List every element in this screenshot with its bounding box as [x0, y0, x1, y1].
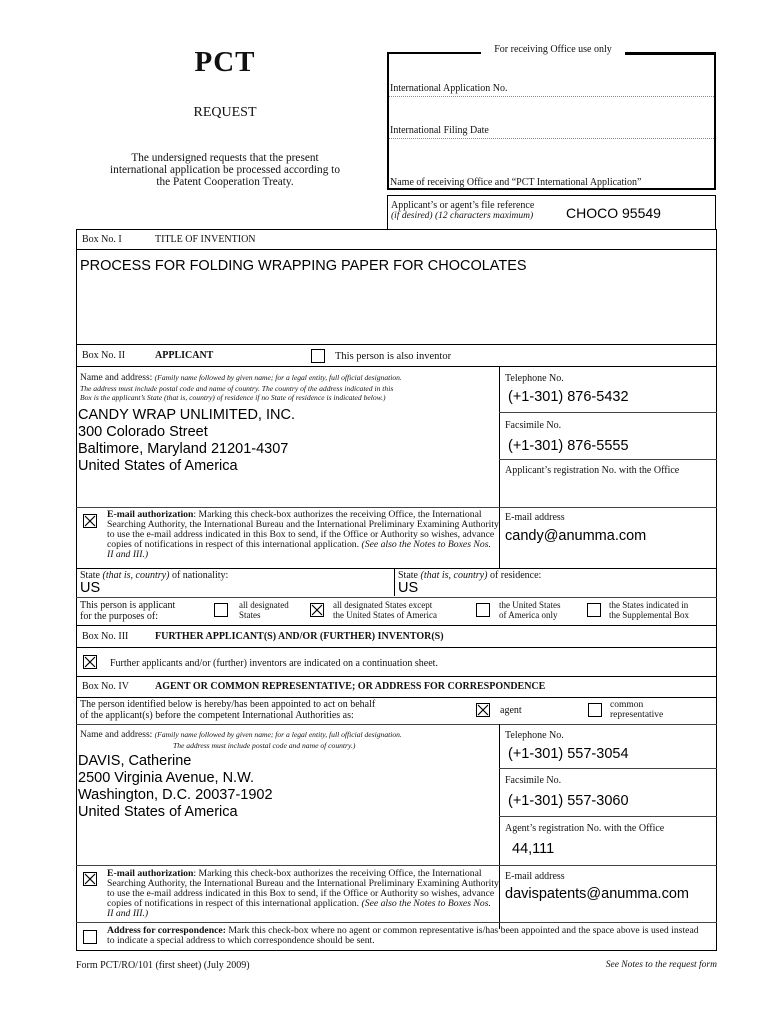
applicant-name-hint-2: The address must include postal code and name of country. The country of the address indicated in this	[80, 384, 394, 393]
common-rep-line-2: representative	[610, 710, 664, 720]
common-rep-label	[610, 700, 663, 720]
nationality-label-c: of nationality:	[169, 570, 229, 581]
main-form-frame	[76, 229, 717, 951]
agent-fax-value[interactable]: (+1-301) 557-3060	[508, 793, 629, 809]
applicant-name-label	[80, 373, 500, 383]
residence-value[interactable]: US	[398, 580, 419, 596]
purposes-line-2: for the purposes of:	[80, 611, 159, 622]
residence-label-b: (that is, country)	[420, 570, 488, 581]
agent-checkbox[interactable]	[476, 703, 490, 717]
purpose-supplemental-label	[609, 601, 689, 620]
file-ref-label: Applicant’s or agent’s file reference	[391, 200, 535, 211]
common-rep-line-1: common	[610, 700, 644, 710]
agent-address-line-4: United States of America	[78, 804, 238, 820]
agent-email-auth-checkbox[interactable]	[83, 872, 97, 886]
filing-date-label: International Filing Date	[390, 125, 489, 136]
nationality-label-b: (that is, country)	[102, 570, 170, 581]
purpose-us-only-label	[499, 601, 561, 620]
purposes-line-1: This person is applicant	[80, 600, 176, 611]
appointed-text	[80, 700, 375, 721]
appointed-line-2: of the applicant(s) before the competent International Authorities as:	[80, 709, 354, 721]
agent-name-hint-2: The address must include postal code and name of country.)	[173, 741, 356, 750]
box-4-title: AGENT OR COMMON REPRESENTATIVE; OR ADDRESS FOR CORRESPONDENCE	[155, 681, 546, 692]
applicant-email-auth-bold: E-mail authorization	[107, 509, 194, 520]
box-1-number: Box No. I	[82, 234, 122, 245]
continuation-sheet-checkbox[interactable]	[83, 655, 97, 669]
applicant-email-label: E-mail address	[505, 512, 565, 523]
agent-name-label-text: Name and address:	[80, 730, 153, 740]
purpose-all-except-us-label	[333, 601, 437, 620]
applicant-address-line-3: Baltimore, Maryland 21201-4307	[78, 441, 289, 457]
notes-reference: See Notes to the request form	[605, 960, 717, 970]
purpose-supplemental-checkbox[interactable]	[587, 603, 601, 617]
checkmark-x-icon	[477, 704, 489, 716]
applicant-name-label-text: Name and address:	[80, 373, 153, 383]
applicant-address-line-4: United States of America	[78, 458, 238, 474]
applicant-address[interactable]	[78, 407, 295, 475]
purpose-all-states-line-1: all designated	[239, 600, 289, 610]
applicant-email-auth-text	[107, 510, 499, 560]
purpose-us-only-line-2: of America only	[499, 609, 558, 620]
purpose-supplemental-line-2: the Supplemental Box	[609, 609, 689, 620]
purpose-all-except-us-line-1: all designated States except	[333, 600, 433, 610]
applicant-email-value[interactable]: candy@anumma.com	[505, 528, 647, 544]
checkmark-x-icon	[84, 515, 96, 527]
purpose-us-only-checkbox[interactable]	[476, 603, 490, 617]
box-3-number: Box No. III	[82, 631, 129, 642]
treaty-statement: The undersigned requests that the present international application be processed according to the Patent Cooperation Treaty.	[110, 152, 340, 188]
applicant-email-auth-note: (See also the Notes to Boxes Nos. II and III.)	[107, 539, 491, 560]
applicant-tel-value[interactable]: (+1-301) 876-5432	[508, 389, 629, 405]
appointed-line-1: The person identified below is hereby/has been appointed to act on behalf	[80, 699, 376, 710]
applicant-tel-label: Telephone No.	[505, 373, 564, 384]
purpose-all-states-checkbox[interactable]	[214, 603, 228, 617]
checkmark-x-icon	[311, 604, 323, 616]
correspondence-checkbox[interactable]	[83, 930, 97, 944]
applicant-address-line-1: CANDY WRAP UNLIMITED, INC.	[78, 407, 295, 423]
purpose-us-only-line-1: the United States	[499, 600, 561, 610]
invention-title-value[interactable]: PROCESS FOR FOLDING WRAPPING PAPER FOR CHOCOLATES	[80, 258, 527, 274]
purposes-label	[80, 600, 175, 622]
agent-email-auth-bold: E-mail authorization	[107, 868, 194, 879]
file-ref-value[interactable]: CHOCO 95549	[566, 205, 661, 221]
purpose-all-except-us-line-2: the United States of America	[333, 609, 437, 620]
agent-address-line-3: Washington, D.C. 20037-1902	[78, 787, 273, 803]
correspondence-body: Mark this check-box where no agent or common representative is/has been appointed and the space above is used instead to indicate a special address to which correspondence should be sent.	[107, 925, 699, 946]
agent-email-label: E-mail address	[505, 871, 565, 882]
checkmark-x-icon	[84, 873, 96, 885]
agent-address[interactable]	[78, 753, 273, 821]
purpose-all-states-line-2: States	[239, 609, 261, 620]
agent-address-line-1: DAVIS, Catherine	[78, 753, 192, 769]
nationality-label	[80, 570, 228, 581]
applicant-reg-label: Applicant’s registration No. with the Office	[505, 465, 680, 476]
agent-tel-value[interactable]: (+1-301) 557-3054	[508, 746, 629, 762]
box-3-title: FURTHER APPLICANT(S) AND/OR (FURTHER) INVENTOR(S)	[155, 631, 444, 642]
office-name-label: Name of receiving Office and “PCT International Application”	[390, 177, 642, 188]
applicant-name-hint-1: (Family name followed by given name; for a legal entity, full official designation.	[154, 373, 402, 382]
agent-email-value[interactable]: davispatents@anumma.com	[505, 886, 689, 902]
agent-label: agent	[500, 705, 522, 716]
box-1-title: TITLE OF INVENTION	[155, 234, 256, 245]
nationality-value[interactable]: US	[80, 580, 101, 596]
form-title-request: REQUEST	[193, 105, 257, 120]
receiving-office-box	[387, 52, 716, 190]
also-inventor-label: This person is also inventor	[335, 351, 452, 362]
box-2-title: APPLICANT	[155, 350, 214, 361]
box-4-number: Box No. IV	[82, 681, 129, 692]
applicant-address-line-2: 300 Colorado Street	[78, 424, 208, 440]
file-ref-hint: (if desired) (12 characters maximum)	[391, 211, 534, 221]
residence-label	[398, 570, 541, 581]
agent-email-auth-note: (See also the Notes to Boxes Nos. II and III.)	[107, 898, 491, 919]
agent-email-auth-body: : Marking this check-box authorizes the receiving Office, the International Searching Authority, the International Bureau and the International Preliminary Examining Authority to use the e-mail address indicated in this Box to send, if the Office or Authority so wishes, advance copies of notifications in respect of this international application.	[107, 868, 499, 909]
correspondence-bold: Address for correspondence:	[107, 925, 226, 936]
purpose-all-states-label	[239, 601, 289, 620]
agent-fax-label: Facsimile No.	[505, 775, 562, 786]
applicant-email-auth-body: : Marking this check-box authorizes the receiving Office, the International Searching Authority, the International Bureau and the International Preliminary Examining Authority to use the e-mail address indicated in this Box to send, if the Office or Authority so wishes, advance copies of notifications in respect of this international application.	[107, 509, 499, 550]
agent-name-hint-1: (Family name followed by given name; for a legal entity, full official designation.	[154, 730, 402, 739]
common-rep-checkbox[interactable]	[588, 703, 602, 717]
applicant-email-auth-checkbox[interactable]	[83, 514, 97, 528]
nationality-label-a: State	[80, 570, 103, 581]
also-inventor-checkbox[interactable]	[311, 349, 325, 363]
form-title-pct: PCT	[194, 46, 256, 78]
agent-reg-value[interactable]: 44,111	[512, 841, 555, 857]
applicant-fax-label: Facsimile No.	[505, 420, 562, 431]
form-identifier: Form PCT/RO/101 (first sheet) (July 2009)	[76, 960, 250, 971]
receiving-office-title: For receiving Office use only	[494, 44, 612, 55]
applicant-fax-value[interactable]: (+1-301) 876-5555	[508, 438, 629, 454]
app-no-label: International Application No.	[390, 83, 508, 94]
agent-address-line-2: 2500 Virginia Avenue, N.W.	[78, 770, 254, 786]
agent-email-auth-text	[107, 869, 499, 919]
purpose-all-except-us-checkbox[interactable]	[310, 603, 324, 617]
residence-label-a: State	[398, 570, 421, 581]
agent-name-label	[80, 730, 500, 740]
applicant-name-hint-3: Box is the applicant’s State (that is, country) of residence if no State of residence is indicated below.)	[80, 393, 386, 402]
box-2-number: Box No. II	[82, 350, 126, 361]
residence-label-c: of residence:	[487, 570, 542, 581]
checkmark-x-icon	[84, 656, 96, 668]
agent-tel-label: Telephone No.	[505, 730, 564, 741]
agent-reg-label: Agent’s registration No. with the Office	[505, 823, 665, 834]
purpose-supplemental-line-1: the States indicated in	[609, 600, 689, 610]
correspondence-text	[107, 926, 707, 946]
continuation-sheet-label: Further applicants and/or (further) inventors are indicated on a continuation sheet.	[110, 658, 438, 669]
